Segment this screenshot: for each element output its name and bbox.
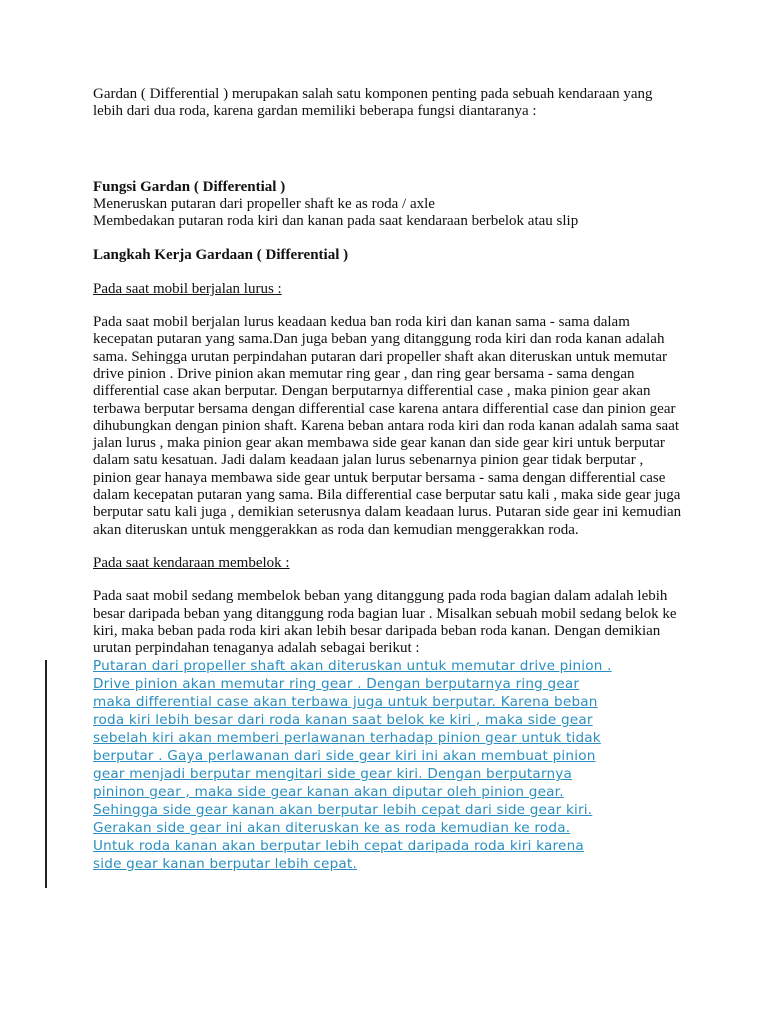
change-bar: [45, 660, 47, 888]
linked-line[interactable]: Drive pinion akan memutar ring gear . Dengan berputarnya ring gear: [93, 676, 580, 692]
linked-line[interactable]: side gear kanan berputar lebih cepat.: [93, 856, 357, 872]
linked-line[interactable]: pininon gear , maka side gear kanan akan diputar oleh pinion gear.: [93, 784, 564, 800]
linked-text-block[interactable]: [93, 657, 693, 873]
belok-subheading: Pada saat kendaraan membelok :: [93, 554, 290, 571]
linked-line[interactable]: Gerakan side gear ini akan diteruskan ke as roda kemudian ke roda.: [93, 820, 571, 836]
lurus-subheading: Pada saat mobil berjalan lurus :: [93, 280, 282, 297]
langkah-heading: Langkah Kerja Gardaan ( Differential ): [93, 247, 349, 264]
linked-line[interactable]: berputar . Gaya perlawanan dari side gear kiri ini akan membuat pinion: [93, 748, 596, 764]
document-body: [93, 86, 683, 657]
fungsi-item-2: Membedakan putaran roda kiri dan kanan pada saat kendaraan berbelok atau slip: [93, 213, 579, 230]
linked-line[interactable]: roda kiri lebih besar dari roda kanan saat belok ke kiri , maka side gear: [93, 712, 593, 728]
linked-line[interactable]: maka differential case akan terbawa juga untuk berputar. Karena beban: [93, 694, 598, 710]
linked-line[interactable]: gear menjadi berputar mengitari side gear kiri. Dengan berputarnya: [93, 766, 573, 782]
linked-line[interactable]: sebelah kiri akan memberi perlawanan terhadap pinion gear untuk tidak: [93, 730, 601, 746]
linked-line[interactable]: Sehingga side gear kanan akan berputar lebih cepat dari side gear kiri.: [93, 802, 593, 818]
linked-line[interactable]: Putaran dari propeller shaft akan diteruskan untuk memutar drive pinion .: [93, 658, 612, 674]
lurus-paragraph: Pada saat mobil berjalan lurus keadaan kedua ban roda kiri dan kanan sama - sama dalam kecepatan putaran yang sama.Dan juga beban yang ditanggung roda kiri dan roda kanan adalah sama. Sehingga urutan perpindahan putaran dari propeller shaft akan diteruskan untuk memutar drive pinion . Drive pinion akan memutar ring gear , dan ring gear bersama - sama dengan differential case akan berputar. Dengan berputarnya differential case , maka pinion gear akan terbawa berputar bersama dengan differential case karena antara differential case dan pinion gear dihubungkan dengan pinion shaft. Karena beban antara roda kiri dan roda kanan adalah sama saat jalan lurus , maka pinion gear akan membawa side gear kanan dan side gear kiri untuk berputar dalam satu kesatuan. Jadi dalam keadaan jalan lurus sebenarnya pinion gear tidak berputar , pinion gear hanaya membawa side gear untuk berputar bersama - sama dengan differential case dalam kecepatan putaran yang sama. Bila differential case berputar satu kali , maka side gear juga berputar satu kali juga , demikian seterusnya dalam keadaan lurus. Putaran side gear ini kemudian akan diteruskan untuk menggerakkan as roda dan kemudian menggerakkan roda.: [93, 314, 682, 538]
linked-line[interactable]: Untuk roda kanan akan berputar lebih cepat daripada roda kiri karena: [93, 838, 584, 854]
fungsi-item-1: Meneruskan putaran dari propeller shaft ke as roda / axle: [93, 195, 435, 212]
fungsi-heading: Fungsi Gardan ( Differential ): [93, 178, 286, 195]
belok-paragraph: Pada saat mobil sedang membelok beban yang ditanggung pada roda bagian dalam adalah lebih besar daripada beban yang ditanggung roda bagian luar . Misalkan sebuah mobil sedang belok ke kiri, maka beban pada roda kiri akan lebih besar daripada beban roda kanan. Dengan demikian urutan perpindahan tenaganya adalah sebagai berikut :: [93, 588, 677, 657]
intro-paragraph: Gardan ( Differential ) merupakan salah satu komponen penting pada sebuah kendaraan yang lebih dari dua roda, karena gardan memiliki beberapa fungsi diantaranya :: [93, 86, 653, 120]
